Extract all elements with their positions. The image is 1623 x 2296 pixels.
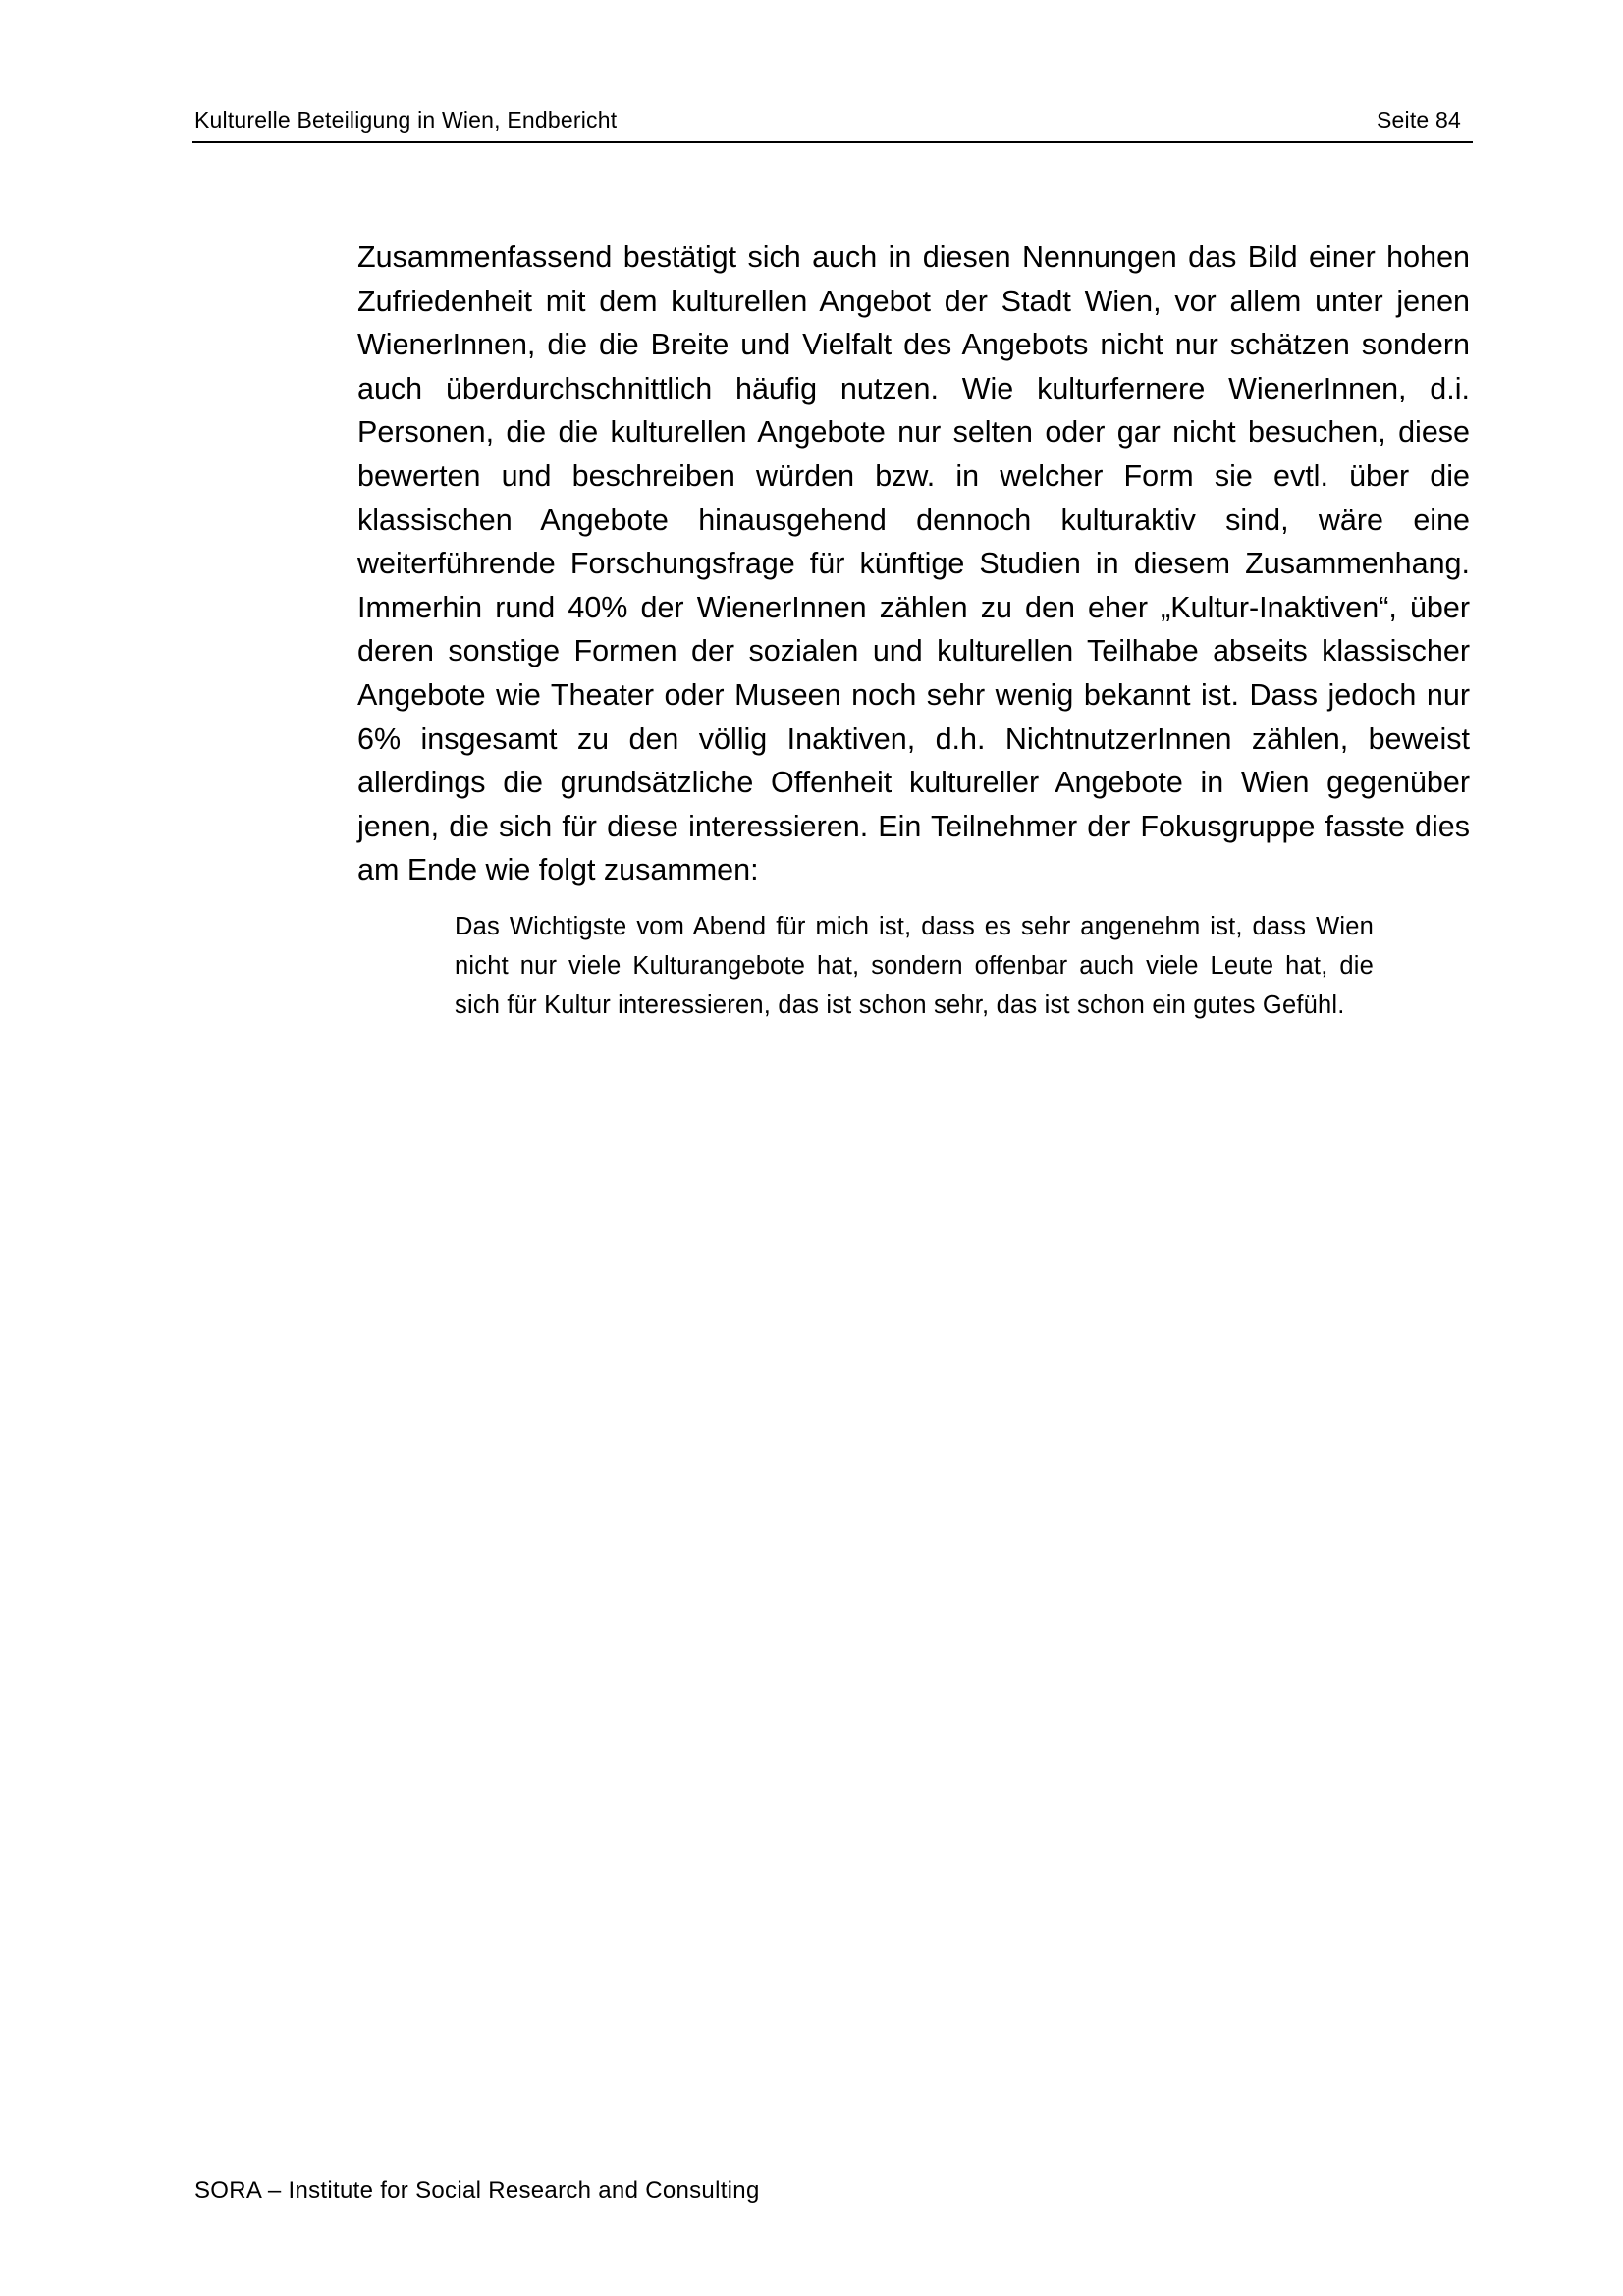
page-number: Seite 84 bbox=[1377, 107, 1461, 133]
page-footer: SORA – Institute for Social Research and Consulting bbox=[194, 2177, 760, 2204]
focus-group-quote: Das Wichtigste vom Abend für mich ist, dass es sehr angenehm ist, dass Wien nicht nur viele Kulturangebote hat, sondern offenbar auch viele Leute hat, die sich für Kultur interessieren, das ist schon sehr, das ist schon ein gutes Gefühl. bbox=[455, 913, 1374, 1019]
body-paragraph: Zusammenfassend bestätigt sich auch in diesen Nennungen das Bild einer hohen Zufriedenheit mit dem kulturellen Angebot der Stadt Wien, vor allem unter jenen WienerInnen, die die Breite und Vielfalt des Angebots nicht nur schätzen sondern auch überdurchschnittlich häufig nutzen. Wie kulturfernere WienerInnen, d.i. Personen, die die kulturellen Angebote nur selten oder gar nicht besuchen, diese bewerten und beschreiben würden bzw. in welcher Form sie evtl. über die klassischen Angebote hinausgehend dennoch kulturaktiv sind, wäre eine weiterführende Forschungsfrage für künftige Studien in diesem Zusammenhang. Immerhin rund 40% der WienerInnen zählen zu den eher „Kultur-Inaktiven“, über deren sonstige Formen der sozialen und kulturellen Teilhabe abseits klassischer Angebote wie Theater oder Museen noch sehr wenig bekannt ist. Dass jedoch nur 6% insgesamt zu den völlig Inaktiven, d.h. NichtnutzerInnen zählen, beweist allerdings die grundsätzliche Offenheit kultureller Angebote in Wien gegenüber jenen, die sich für diese interessieren. Ein Teilnehmer der Fokusgruppe fasste dies am Ende wie folgt zusammen: bbox=[357, 240, 1470, 887]
document-title: Kulturelle Beteiligung in Wien, Endbericht bbox=[194, 107, 618, 133]
page-header bbox=[192, 102, 1473, 143]
